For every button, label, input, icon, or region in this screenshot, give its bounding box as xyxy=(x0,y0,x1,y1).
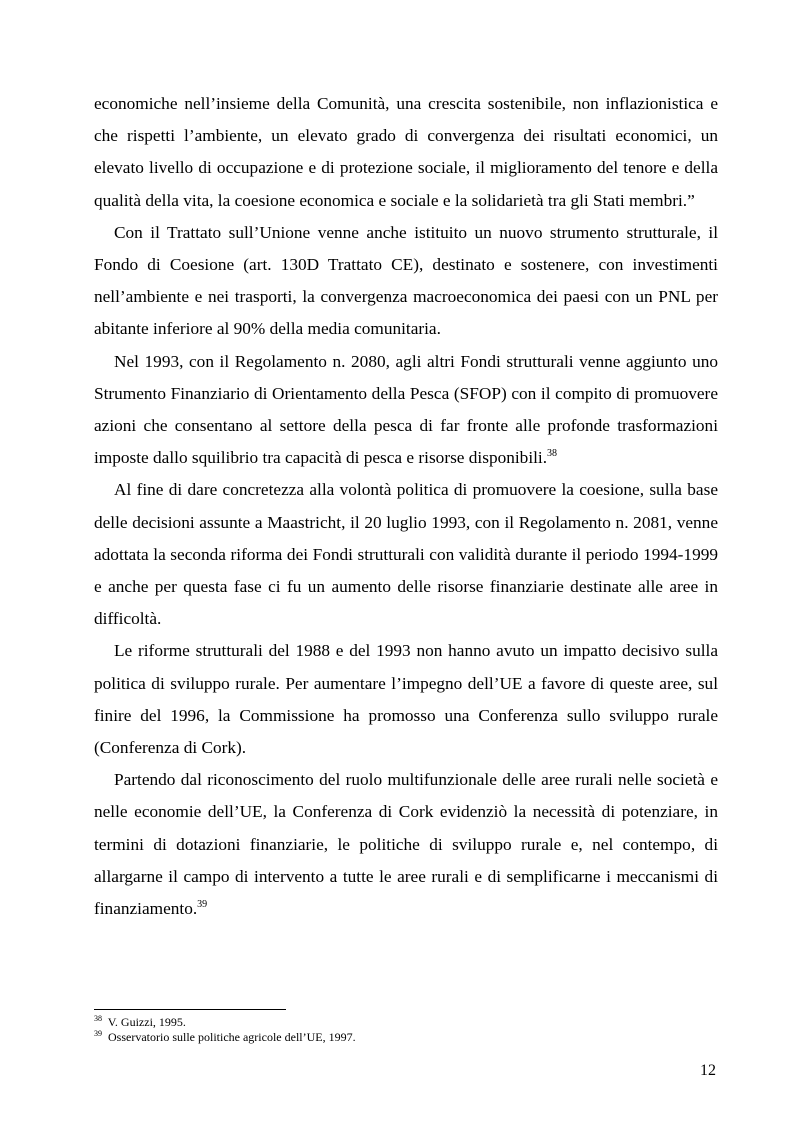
footnote-number: 39 xyxy=(94,1028,102,1038)
paragraph-3: Nel 1993, con il Regolamento n. 2080, agli altri Fondi strutturali venne aggiunto uno Strumento Finanziario di Orientamento della Pesca (SFOP) con il compito di promuovere azioni che consentano al settore della pesca di far fronte alle profonde trasformazioni imposte dallo squilibrio tra capacità di pesca e risorse disponibili.$^{38}$ xyxy=(94,351,718,468)
page-number: 12 xyxy=(700,1062,716,1079)
footnote-number: 38 xyxy=(94,1014,102,1023)
paragraph-4: Al fine di dare concretezza alla volontà politica di promuovere la coesione, sulla base delle decisioni assunte a Maastricht, il 20 luglio 1993, con il Regolamento n. 2081, venne adottata la seconda riforma dei Fondi strutturali con validità durante il periodo 1994-1999 e anche per questa fase ci fu un aumento delle risorse finanziarie destinate alle aree in difficoltà. xyxy=(94,480,718,629)
footnote-text: Osservatorio sulle politiche agricole dell’UE, 1997. xyxy=(108,1029,356,1044)
document-body xyxy=(94,88,718,925)
footnotes xyxy=(94,1015,718,1044)
paragraph-1: economiche nell’insieme della Comunità, una crescita sostenibile, non inflazionistica e che rispetti l’ambiente, un elevato grado di convergenza dei risultati economici, un elevato livello di occupazione e di protezione sociale, il miglioramento del tenore e della qualità della vita, la coesione economica e sociale e la solidarietà tra gli Stati membri.” xyxy=(94,94,718,210)
paragraph-5: Le riforme strutturali del 1988 e del 1993 non hanno avuto un impatto decisivo sulla politica di sviluppo rurale. Per aumentare l’impegno dell’UE a favore di queste aree, sul finire del 1996, la Commissione ha promosso una Conferenza sullo sviluppo rurale (Conferenza di Cork). xyxy=(94,641,718,758)
paragraph-2: Con il Trattato sull’Unione venne anche istituito un nuovo strumento strutturale, il Fondo di Coesione (art. 130D Trattato CE), destinato e sostenere, con investimenti nell’ambiente e nei trasporti, la convergenza macroeconomica dei paesi con un PNL per abitante inferiore al 90% della media comunitaria. xyxy=(94,222,718,339)
footnote-text: V. Guizzi, 1995. xyxy=(107,1015,186,1029)
footnote-divider xyxy=(94,1009,286,1010)
footnote-ref-39: 39 xyxy=(197,899,208,911)
paragraph-6: Partendo dal riconoscimento del ruolo multifunzionale delle aree rurali nelle società e nelle economie dell’UE, la Conferenza di Cork evidenziò la necessità di potenziare, in termini di dotazioni finanziarie, le politiche di sviluppo rurale e, nel contempo, di allargarne il campo di intervento a tutte le aree rurali e di semplificarne i meccanismi di finanziamento.$^{39}$ xyxy=(94,770,718,919)
footnote-ref-38: 38 xyxy=(547,448,558,460)
footnote-39 xyxy=(94,1030,718,1045)
footnote-38 xyxy=(94,1015,718,1030)
